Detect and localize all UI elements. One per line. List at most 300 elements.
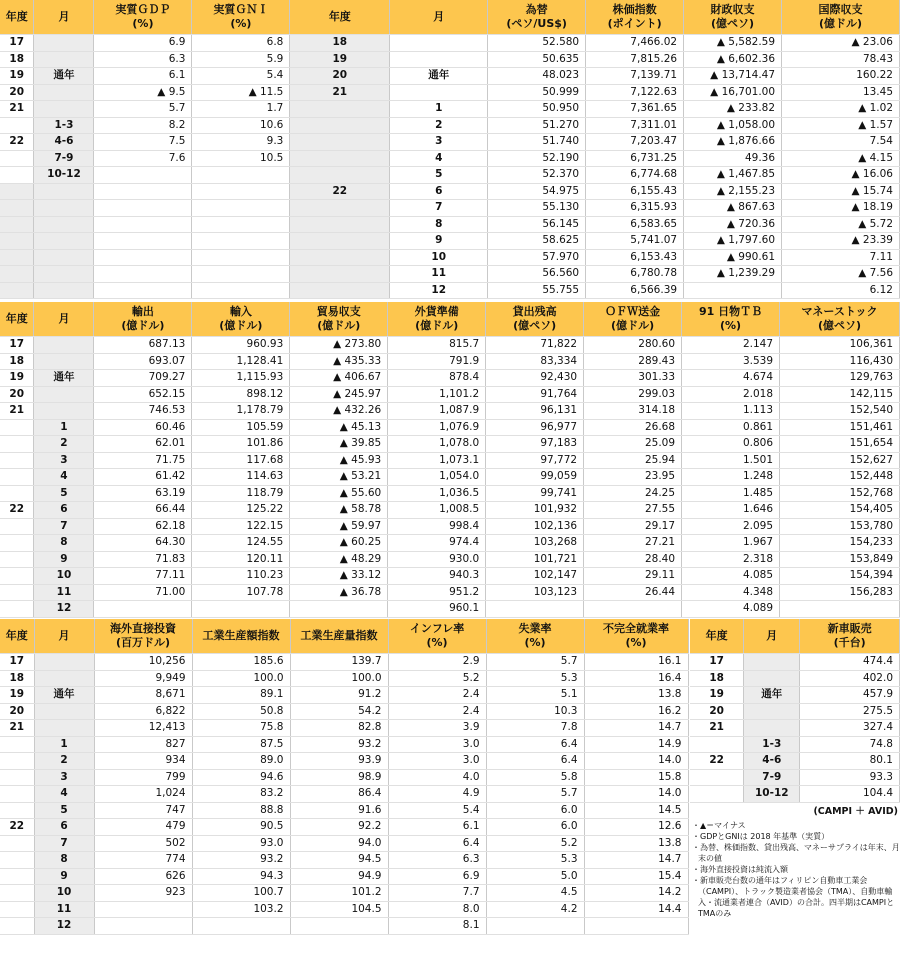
table-cell: 66.44 <box>94 502 192 519</box>
table-cell <box>34 101 94 118</box>
table-cell <box>0 200 34 217</box>
table-cell: 56.145 <box>488 216 586 233</box>
table-cell: ▲ 16.06 <box>782 167 900 184</box>
table-cell: 116,430 <box>780 353 900 370</box>
table-cell: ▲ 18.19 <box>782 200 900 217</box>
table-cell <box>94 200 192 217</box>
t3-header-0: 年度 <box>0 619 34 654</box>
table-cell: 107.78 <box>192 584 290 601</box>
table-cell: 25.94 <box>584 452 682 469</box>
table-cell: ▲ 23.06 <box>782 35 900 52</box>
table-cell: 687.13 <box>94 337 192 354</box>
table-cell <box>94 901 192 918</box>
table-cell: 4.089 <box>682 601 780 618</box>
table-cell <box>0 601 34 618</box>
table-cell: ▲ 273.80 <box>290 337 388 354</box>
table-cell: 1.113 <box>682 403 780 420</box>
table-cell: 14.9 <box>584 736 688 753</box>
table-cell: 151,654 <box>780 436 900 453</box>
table-cell: 8.1 <box>388 918 486 935</box>
table-cell: 117.68 <box>192 452 290 469</box>
table-cell: 55.130 <box>488 200 586 217</box>
table-cell: 1,128.41 <box>192 353 290 370</box>
t2-header-7: ＯＦＷ送金 (億ドル) <box>584 302 682 337</box>
table-cell: 457.9 <box>800 687 900 704</box>
table-cell: 8 <box>390 216 488 233</box>
t3-header-3: 工業生産額指数 <box>192 619 290 654</box>
table-cell <box>192 200 290 217</box>
table-cell: 6.3 <box>94 51 192 68</box>
table-cell: 17 <box>0 35 34 52</box>
table-cell <box>486 601 584 618</box>
table-cell: 1-3 <box>34 117 94 134</box>
table-cell: 5.8 <box>486 769 584 786</box>
table-cell: 51.270 <box>488 117 586 134</box>
table-cell: 125.22 <box>192 502 290 519</box>
table-cell <box>0 835 34 852</box>
table-cell: 22 <box>0 134 34 151</box>
table-cell: 21 <box>0 720 34 737</box>
table-row <box>0 852 688 869</box>
table-cell <box>0 117 34 134</box>
table-cell: 5.9 <box>192 51 290 68</box>
table-cell: 0.861 <box>682 419 780 436</box>
table-cell <box>780 601 900 618</box>
table-cell: 77.11 <box>94 568 192 585</box>
table-row <box>690 720 900 737</box>
table-row <box>690 654 900 671</box>
table-cell <box>0 266 34 283</box>
table-cell <box>192 167 290 184</box>
table-cell <box>0 249 34 266</box>
t2-header-1: 月 <box>34 302 94 337</box>
table-cell: 16.1 <box>584 654 688 671</box>
table-cell: 17 <box>690 654 744 671</box>
table-cell: 13.8 <box>584 835 688 852</box>
table-cell: 52.370 <box>488 167 586 184</box>
table-cell <box>744 720 800 737</box>
table-cell: 99,741 <box>486 485 584 502</box>
table-cell: 8.2 <box>94 117 192 134</box>
table-cell: 2 <box>34 436 94 453</box>
table-cell: 3.9 <box>388 720 486 737</box>
table-cell: 154,394 <box>780 568 900 585</box>
table-row <box>0 720 688 737</box>
table-cell: 14.7 <box>584 720 688 737</box>
table-cell: 1 <box>34 736 94 753</box>
t1-header-6: 為替 (ペソ/US$) <box>488 0 586 35</box>
table-cell: 10.3 <box>486 703 584 720</box>
table-cell <box>0 150 34 167</box>
t1-header-9: 国際収支 (億ドル) <box>782 0 900 35</box>
table-cell: 2.018 <box>682 386 780 403</box>
table-cell: 17 <box>0 654 34 671</box>
table-cell: 15.8 <box>584 769 688 786</box>
table-cell: 54.975 <box>488 183 586 200</box>
table-cell: 6,822 <box>94 703 192 720</box>
table-cell <box>0 535 34 552</box>
table-cell: 20 <box>0 386 34 403</box>
table-cell: 3 <box>390 134 488 151</box>
table-row <box>0 183 900 200</box>
table-cell: 91,764 <box>486 386 584 403</box>
table-row <box>0 802 688 819</box>
table-cell: 7,203.47 <box>586 134 684 151</box>
table-cell: 10-12 <box>744 786 800 803</box>
table-cell: ▲ 58.78 <box>290 502 388 519</box>
table-row <box>0 216 900 233</box>
table-cell: 2 <box>390 117 488 134</box>
t1-header-4: 年度 <box>290 0 390 35</box>
table-row <box>690 769 900 786</box>
table-cell: 275.5 <box>800 703 900 720</box>
table-cell <box>0 282 34 299</box>
table-cell <box>0 918 34 935</box>
table-cell: 3 <box>34 452 94 469</box>
table-cell: 20 <box>290 68 390 85</box>
note-line: ・海外直接投資は純流入額 <box>692 865 788 874</box>
table-row <box>0 150 900 167</box>
table-cell <box>34 703 94 720</box>
table-cell: 1.485 <box>682 485 780 502</box>
table-cell: 71.75 <box>94 452 192 469</box>
table-cell: 1.248 <box>682 469 780 486</box>
table-cell: 19 <box>0 687 34 704</box>
table-cell: 7 <box>34 835 94 852</box>
table-cell: 93.9 <box>290 753 388 770</box>
table-cell: 6.4 <box>486 736 584 753</box>
table-row <box>0 469 900 486</box>
table-cell: 153,849 <box>780 551 900 568</box>
table-cell <box>0 419 34 436</box>
table-cell: 78.43 <box>782 51 900 68</box>
table-cell <box>34 183 94 200</box>
table-cell: ▲ 11.5 <box>192 84 290 101</box>
table-cell: 6,153.43 <box>586 249 684 266</box>
table-row <box>0 885 688 902</box>
table-cell: 151,461 <box>780 419 900 436</box>
table-cell: 1,076.9 <box>388 419 486 436</box>
table-cell: 101,721 <box>486 551 584 568</box>
table-cell: 10-12 <box>34 167 94 184</box>
t1-header-8: 財政収支 (億ペソ) <box>684 0 782 35</box>
table-cell: 通年 <box>34 370 94 387</box>
table-cell <box>34 353 94 370</box>
table-cell: 5 <box>34 485 94 502</box>
table-gdp-fx <box>0 0 900 299</box>
table-row <box>0 769 688 786</box>
table-cell: 9 <box>34 868 94 885</box>
table-cell: 61.42 <box>94 469 192 486</box>
table-cell <box>744 654 800 671</box>
table-row <box>690 786 900 803</box>
table-cell <box>0 216 34 233</box>
table-cell: 93.0 <box>192 835 290 852</box>
table-cell: 6.0 <box>486 819 584 836</box>
table-cell: 18 <box>0 670 34 687</box>
table-cell: 11 <box>34 584 94 601</box>
table-cell: 960.93 <box>192 337 290 354</box>
table-cell: 10 <box>34 885 94 902</box>
table-row <box>690 736 900 753</box>
table-cell: ▲ 233.82 <box>684 101 782 118</box>
table-cell <box>290 167 390 184</box>
table-cell <box>290 282 390 299</box>
table-cell: 951.2 <box>388 584 486 601</box>
table-cell: 5.2 <box>486 835 584 852</box>
table-row <box>0 485 900 502</box>
table-cell: 88.8 <box>192 802 290 819</box>
table-cell: 1,024 <box>94 786 192 803</box>
note-line: ・為替、株価指数、貸出残高、マネーサプライは年末、月末の値 <box>692 843 900 863</box>
table-cell: 62.18 <box>94 518 192 535</box>
table-cell: 101.86 <box>192 436 290 453</box>
table-cell <box>486 918 584 935</box>
table-cell: 52.580 <box>488 35 586 52</box>
table-cell <box>290 266 390 283</box>
table-row <box>0 200 900 217</box>
table-cell <box>34 35 94 52</box>
table-cell: 120.11 <box>192 551 290 568</box>
table-cell: 15.4 <box>584 868 688 885</box>
table-cell <box>34 720 94 737</box>
table-row <box>0 35 900 52</box>
table-cell: ▲ 720.36 <box>684 216 782 233</box>
table-cell: 6.4 <box>486 753 584 770</box>
table-cell: 94.3 <box>192 868 290 885</box>
table-cell: 6.1 <box>94 68 192 85</box>
table-cell: 7.54 <box>782 134 900 151</box>
table-cell: 106,361 <box>780 337 900 354</box>
table-cell <box>192 601 290 618</box>
table-cell: ▲ 45.13 <box>290 419 388 436</box>
table-cell: 693.07 <box>94 353 192 370</box>
table-cell: 7,815.26 <box>586 51 684 68</box>
table-cell <box>290 233 390 250</box>
table-cell: 1-3 <box>744 736 800 753</box>
table-cell: 940.3 <box>388 568 486 585</box>
table-cell <box>0 551 34 568</box>
table-row <box>0 835 688 852</box>
table-cell: 11 <box>34 901 94 918</box>
table-cell: 6.3 <box>388 852 486 869</box>
table-cell: 9 <box>34 551 94 568</box>
table-cell: 1,073.1 <box>388 452 486 469</box>
table-cell: 5.7 <box>486 786 584 803</box>
table-cell: 10 <box>390 249 488 266</box>
table-cell: 124.55 <box>192 535 290 552</box>
table-row <box>0 68 900 85</box>
table-cell <box>34 51 94 68</box>
table-cell: 22 <box>0 502 34 519</box>
table-cell: 10.6 <box>192 117 290 134</box>
table-cell: ▲ 48.29 <box>290 551 388 568</box>
table-cell: ▲ 990.61 <box>684 249 782 266</box>
table-cell: 56.560 <box>488 266 586 283</box>
t4-header-0: 年度 <box>690 619 744 654</box>
table-cell: 5.1 <box>486 687 584 704</box>
table-cell: 93.2 <box>192 852 290 869</box>
notes <box>690 820 900 919</box>
table-row <box>0 786 688 803</box>
note-line: ・▲＝マイナス <box>692 821 746 830</box>
table-cell <box>290 101 390 118</box>
table-cell: 280.60 <box>584 337 682 354</box>
table-cell <box>290 150 390 167</box>
table-cell: 1,115.93 <box>192 370 290 387</box>
table-cell: 94.5 <box>290 852 388 869</box>
table-cell: 2.4 <box>388 687 486 704</box>
table-cell: 28.40 <box>584 551 682 568</box>
table-cell: ▲ 432.26 <box>290 403 388 420</box>
table-row <box>0 753 688 770</box>
table-cell: 94.6 <box>192 769 290 786</box>
table-cell: ▲ 1,797.60 <box>684 233 782 250</box>
table-cell: 96,977 <box>486 419 584 436</box>
table-cell: 12 <box>390 282 488 299</box>
table-cell: 20 <box>0 84 34 101</box>
table-cell <box>0 436 34 453</box>
table-cell: ▲ 16,701.00 <box>684 84 782 101</box>
table-cell: 87.5 <box>192 736 290 753</box>
table-cell: 6.1 <box>388 819 486 836</box>
table-cell: ▲ 245.97 <box>290 386 388 403</box>
table-cell: 104.4 <box>800 786 900 803</box>
table-cell: 1,054.0 <box>388 469 486 486</box>
table-cell: 114.63 <box>192 469 290 486</box>
table-cell: 289.43 <box>584 353 682 370</box>
table-cell: 5.2 <box>388 670 486 687</box>
table-cell: 16.4 <box>584 670 688 687</box>
table-cell: 6.0 <box>486 802 584 819</box>
table-cell <box>192 918 290 935</box>
table-cell: 58.625 <box>488 233 586 250</box>
table-row <box>690 753 900 770</box>
table-cell: 8 <box>34 535 94 552</box>
table-row <box>0 266 900 283</box>
table-cell: 7,361.65 <box>586 101 684 118</box>
table-cell: 9,949 <box>94 670 192 687</box>
table-cell: 86.4 <box>290 786 388 803</box>
table-cell <box>0 518 34 535</box>
table-cell: 64.30 <box>94 535 192 552</box>
table-row <box>0 819 688 836</box>
table-cell: 13.45 <box>782 84 900 101</box>
table-row <box>690 670 900 687</box>
table-cell: 4 <box>34 786 94 803</box>
t3-header-5: インフレ率 (%) <box>388 619 486 654</box>
table-cell <box>94 918 192 935</box>
table-row <box>0 117 900 134</box>
table-cell: 6,155.43 <box>586 183 684 200</box>
table-cell: 8 <box>34 852 94 869</box>
table-cell <box>584 601 682 618</box>
table-cell: 930.0 <box>388 551 486 568</box>
table-row <box>0 502 900 519</box>
table-row <box>0 901 688 918</box>
table-cell: 92,430 <box>486 370 584 387</box>
table-cell: 7,466.02 <box>586 35 684 52</box>
table-cell: 13.8 <box>584 687 688 704</box>
table-cell: 62.01 <box>94 436 192 453</box>
table-cell: ▲ 5.72 <box>782 216 900 233</box>
table-cell: 21 <box>290 84 390 101</box>
table-cell: 6 <box>390 183 488 200</box>
table-investment-industry <box>0 619 689 935</box>
table-cell: ▲ 6,602.36 <box>684 51 782 68</box>
table-cell: 75.8 <box>192 720 290 737</box>
table-cell: 118.79 <box>192 485 290 502</box>
table-row <box>0 687 688 704</box>
table-cell: 6.12 <box>782 282 900 299</box>
table-cell: 100.7 <box>192 885 290 902</box>
table-cell: 21 <box>690 720 744 737</box>
table-cell: 82.8 <box>290 720 388 737</box>
table-cell: 709.27 <box>94 370 192 387</box>
table-cell: 2.318 <box>682 551 780 568</box>
table-cell: 22 <box>690 753 744 770</box>
table-cell: 29.11 <box>584 568 682 585</box>
table-cell: ▲ 36.78 <box>290 584 388 601</box>
table-cell: 80.1 <box>800 753 900 770</box>
table-cell: 10 <box>34 568 94 585</box>
table-cell: 49.36 <box>684 150 782 167</box>
table-cell: 7,122.63 <box>586 84 684 101</box>
table-cell: 5.7 <box>486 654 584 671</box>
table-cell: 6.8 <box>192 35 290 52</box>
table-cell: ▲ 13,714.47 <box>684 68 782 85</box>
table-cell: 14.7 <box>584 852 688 869</box>
table-cell: 103.2 <box>192 901 290 918</box>
table-cell: 5.4 <box>388 802 486 819</box>
table-cell: 6 <box>34 502 94 519</box>
table-cell <box>0 885 34 902</box>
table-cell: 7 <box>34 518 94 535</box>
table-cell: 83.2 <box>192 786 290 803</box>
table-row <box>0 249 900 266</box>
table-cell: 185.6 <box>192 654 290 671</box>
table-cell <box>290 117 390 134</box>
table-cell: 4.085 <box>682 568 780 585</box>
table-cell: 92.2 <box>290 819 388 836</box>
t1-header-3: 実質ＧＮＩ (%) <box>192 0 290 35</box>
table-cell: 2.9 <box>388 654 486 671</box>
table-cell: 12.6 <box>584 819 688 836</box>
table-cell: 7.6 <box>94 150 192 167</box>
table-cell: ▲ 1,876.66 <box>684 134 782 151</box>
table-cell: 10,256 <box>94 654 192 671</box>
table-cell: ▲ 867.63 <box>684 200 782 217</box>
table-cell: 98.9 <box>290 769 388 786</box>
table-cell <box>94 249 192 266</box>
table-cell <box>34 337 94 354</box>
table-row <box>0 535 900 552</box>
table-row <box>0 282 900 299</box>
table-cell: 626 <box>94 868 192 885</box>
table-cell: ▲ 53.21 <box>290 469 388 486</box>
table-cell: 4.0 <box>388 769 486 786</box>
table-cell: 21 <box>0 403 34 420</box>
table-cell: 153,780 <box>780 518 900 535</box>
table-cell: 27.21 <box>584 535 682 552</box>
table-cell: 101,932 <box>486 502 584 519</box>
table-cell <box>94 601 192 618</box>
table-row <box>0 84 900 101</box>
table-cell: 14.4 <box>584 901 688 918</box>
table-cell: 12,413 <box>94 720 192 737</box>
table-cell <box>0 868 34 885</box>
table-cell: 4.2 <box>486 901 584 918</box>
